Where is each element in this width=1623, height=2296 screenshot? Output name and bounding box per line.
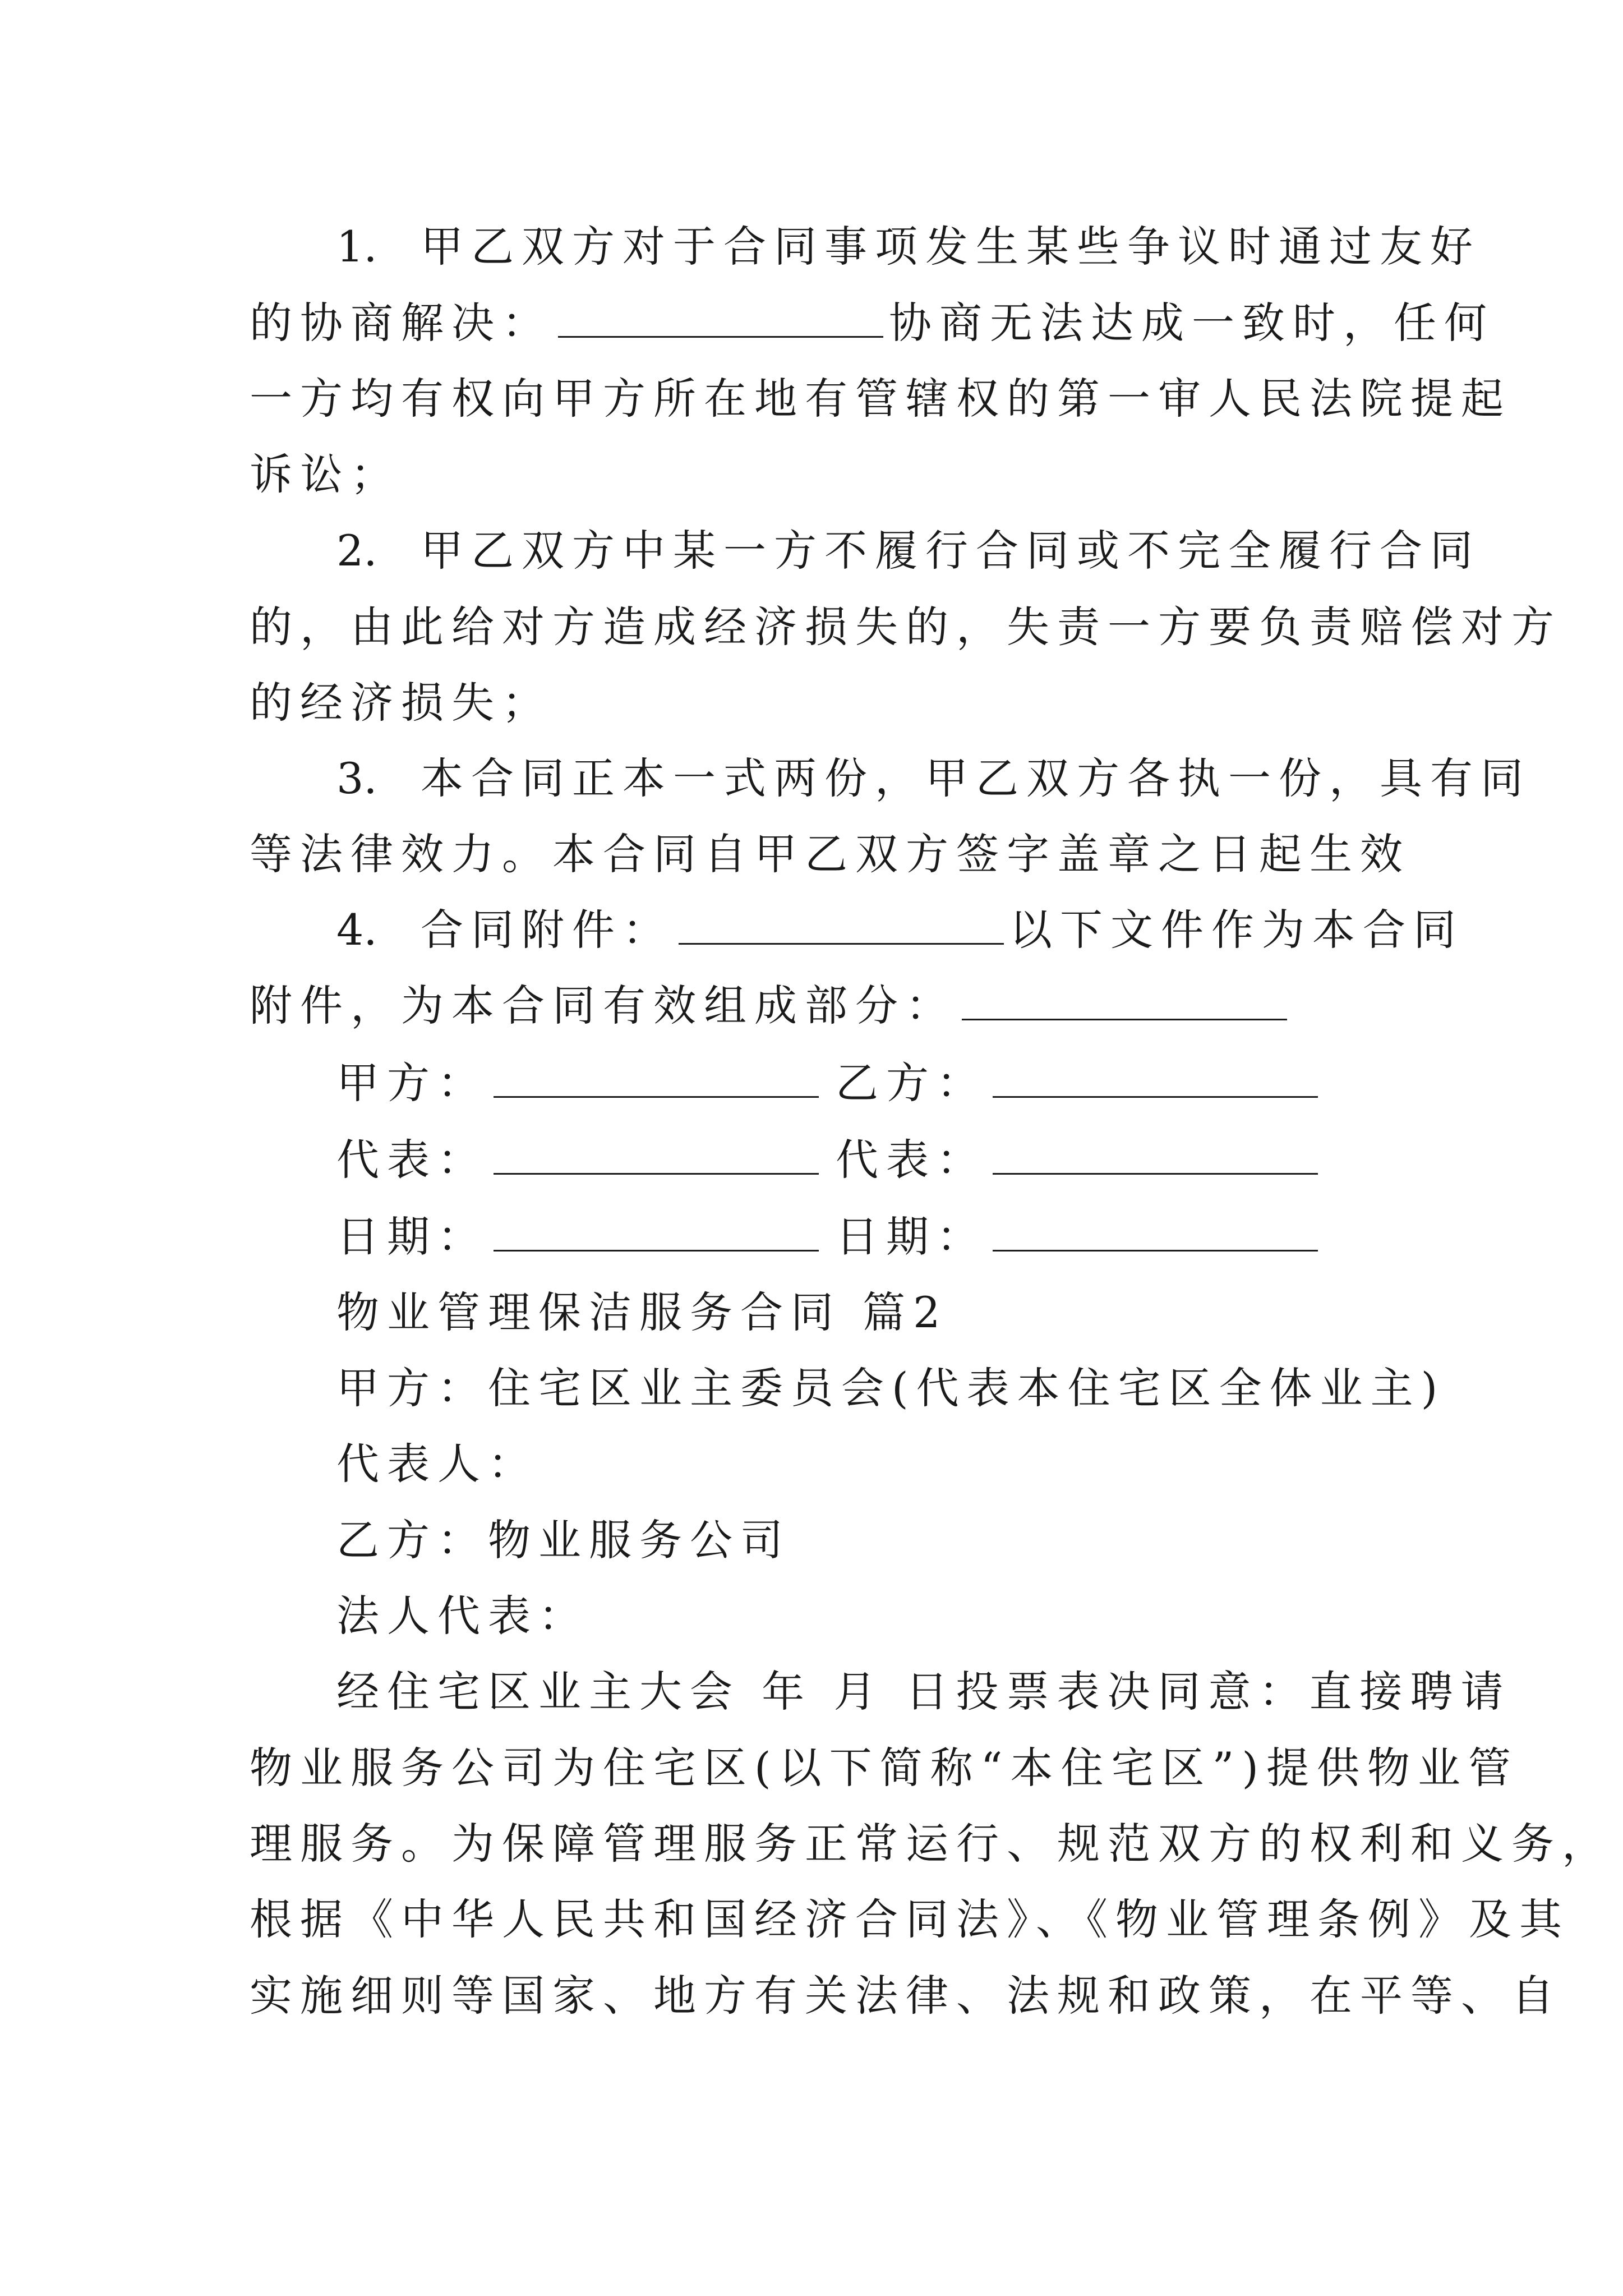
clause-3-line-1: 3. 本合同正本一式两份，甲乙双方各执一份，具有同: [336, 753, 1531, 803]
body-paragraph-line-5: 实施细则等国家、地方有关法律、法规和政策，在平等、自: [250, 1971, 1562, 2021]
section-party-a: 甲方：住宅区业主委员会(代表本住宅区全体业主): [336, 1363, 1446, 1413]
fill-blank[interactable]: [494, 1172, 819, 1175]
clause-number: 4.: [336, 905, 377, 955]
fill-blank[interactable]: [993, 1249, 1318, 1251]
fill-blank[interactable]: [494, 1096, 819, 1098]
fill-blank[interactable]: [993, 1172, 1318, 1175]
clause-number: 1.: [336, 222, 377, 272]
clause-1-line-4: 诉讼；: [250, 449, 401, 499]
section-title: 物业管理保洁服务合同 篇2: [336, 1287, 948, 1337]
party-b-signature: 乙方：: [836, 1062, 1324, 1105]
fill-blank[interactable]: [679, 942, 1004, 945]
clause-2-line-1: 2. 甲乙双方中某一方不履行合同或不完全履行合同: [336, 526, 1481, 576]
clause-3-line-2: 等法律效力。本合同自甲乙双方签字盖章之日起生效: [250, 829, 1410, 879]
section-legal-rep: 法人代表：: [336, 1591, 589, 1641]
fill-blank[interactable]: [494, 1249, 819, 1251]
party-a-date: 日期：: [336, 1216, 824, 1258]
clause-1-line-1: 1. 甲乙双方对于合同事项发生某些争议时通过友好: [336, 222, 1481, 272]
clause-number: 2.: [336, 526, 377, 576]
section-rep: 代表人：: [336, 1439, 538, 1489]
clause-2-line-2: 的，由此给对方造成经济损失的，失责一方要负责赔偿对方: [250, 602, 1562, 652]
section-party-b: 乙方：物业服务公司: [336, 1515, 791, 1565]
fill-blank[interactable]: [962, 1018, 1287, 1020]
clause-number: 3.: [336, 753, 377, 803]
party-b-date: 日期：: [836, 1216, 1324, 1258]
body-paragraph-line-2: 物业服务公司为住宅区(以下简称“本住宅区”)提供物业管: [250, 1743, 1519, 1793]
clause-1-line-2: 的协商解决： 协商无法达成一致时，任何: [250, 298, 1495, 348]
body-paragraph-line-1: 经住宅区业主大会 年 月 日投票表决同意：直接聘请: [336, 1667, 1511, 1717]
clause-2-line-3: 的经济损失；: [250, 678, 552, 728]
party-a-signature: 甲方：: [336, 1062, 824, 1105]
clause-4-line-2: 附件，为本合同有效组成部分：: [250, 984, 1293, 1027]
fill-blank[interactable]: [993, 1096, 1318, 1098]
clause-1-line-3: 一方均有权向甲方所在地有管辖权的第一审人民法院提起: [250, 374, 1511, 424]
party-b-rep: 代表：: [836, 1139, 1324, 1181]
body-paragraph-line-3: 理服务。为保障管理服务正常运行、规范双方的权利和义务，: [250, 1819, 1612, 1869]
fill-blank[interactable]: [558, 335, 883, 338]
clause-4-line-1: 4. 合同附件： 以下文件作为本合同: [336, 905, 1464, 955]
body-paragraph-line-4: 根据《中华人民共和国经济合同法》、《物业管理条例》及其: [250, 1894, 1570, 1944]
party-a-rep: 代表：: [336, 1139, 824, 1181]
